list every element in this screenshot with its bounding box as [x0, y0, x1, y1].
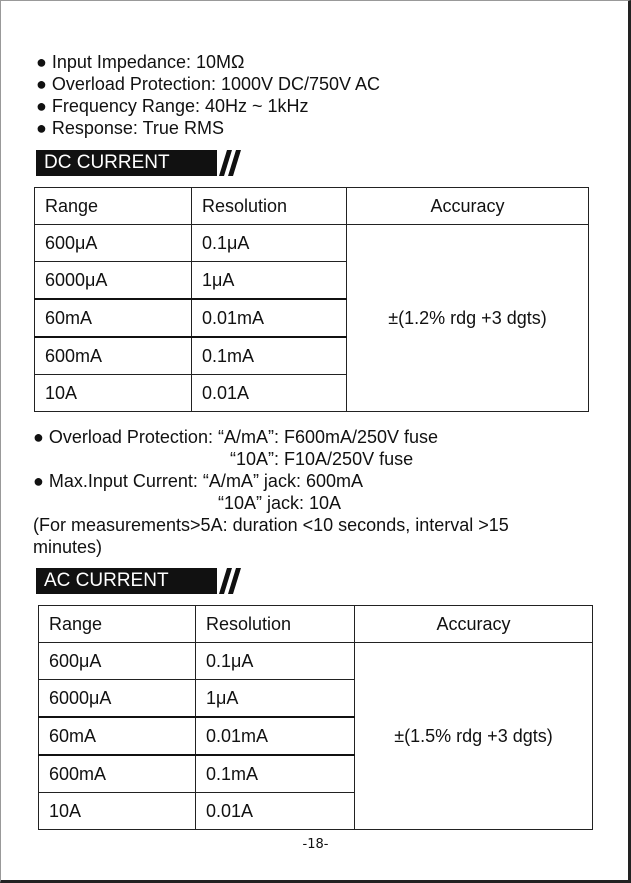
header-range: Range — [39, 606, 196, 643]
note-max-current-line-1: ● Max.Input Current: “A/mA” jack: 600mA — [33, 471, 363, 491]
header-accuracy: Accuracy — [347, 188, 589, 225]
table-row — [35, 225, 589, 262]
double-slash-icon — [219, 150, 241, 176]
range-cell: 6000μA — [35, 262, 192, 300]
resolution-cell: 0.1μA — [192, 225, 347, 262]
resolution-cell: 0.1mA — [192, 337, 347, 375]
double-slash-icon — [219, 568, 241, 594]
current-notes — [33, 426, 509, 558]
table-header-row — [35, 188, 589, 225]
spec-response: ● Response: True RMS — [36, 118, 224, 138]
spec-frequency-range: ● Frequency Range: 40Hz ~ 1kHz — [36, 96, 309, 116]
range-cell: 600mA — [39, 755, 196, 793]
range-cell: 60mA — [39, 717, 196, 755]
range-cell: 600μA — [39, 643, 196, 680]
dc-current-title: DC CURRENT — [36, 150, 217, 176]
spec-overload-protection: ● Overload Protection: 1000V DC/750V AC — [36, 74, 381, 94]
header-resolution: Resolution — [192, 188, 347, 225]
range-cell: 600mA — [35, 337, 192, 375]
range-cell: 60mA — [35, 299, 192, 337]
range-cell: 10A — [35, 375, 192, 412]
note-max-current-line-2: “10A” jack: 10A — [218, 493, 342, 513]
range-cell: 6000μA — [39, 680, 196, 718]
note-measurement-line-2: minutes) — [33, 537, 103, 557]
range-cell: 600μA — [35, 225, 192, 262]
accuracy-cell: ±(1.2% rdg +3 dgts) — [347, 225, 589, 412]
resolution-cell: 0.1mA — [196, 755, 355, 793]
resolution-cell: 0.01mA — [192, 299, 347, 337]
resolution-cell: 0.01A — [192, 375, 347, 412]
resolution-cell: 1μA — [192, 262, 347, 300]
table-header-row — [39, 606, 593, 643]
dc-current-header — [36, 150, 241, 176]
page-number: -18- — [302, 837, 329, 852]
spec-input-impedance: ● Input Impedance: 10MΩ — [36, 52, 245, 72]
ac-current-table — [38, 605, 593, 830]
resolution-cell: 0.01mA — [196, 717, 355, 755]
table-row — [39, 643, 593, 680]
note-overload-line-1: ● Overload Protection: “A/mA”: F600mA/250V fuse — [33, 427, 439, 447]
dc-current-table — [34, 187, 589, 412]
header-resolution: Resolution — [196, 606, 355, 643]
resolution-cell: 1μA — [196, 680, 355, 718]
note-measurement-line-1: (For measurements>5A: duration <10 seconds, interval >15 — [33, 515, 509, 535]
input-spec-list — [36, 51, 380, 139]
ac-current-header — [36, 568, 241, 594]
range-cell: 10A — [39, 793, 196, 830]
header-range: Range — [35, 188, 192, 225]
resolution-cell: 0.01A — [196, 793, 355, 830]
resolution-cell: 0.1μA — [196, 643, 355, 680]
ac-current-title: AC CURRENT — [36, 568, 217, 594]
note-overload-line-2: “10A”: F10A/250V fuse — [230, 449, 414, 469]
accuracy-cell: ±(1.5% rdg +3 dgts) — [355, 643, 593, 830]
header-accuracy: Accuracy — [355, 606, 593, 643]
